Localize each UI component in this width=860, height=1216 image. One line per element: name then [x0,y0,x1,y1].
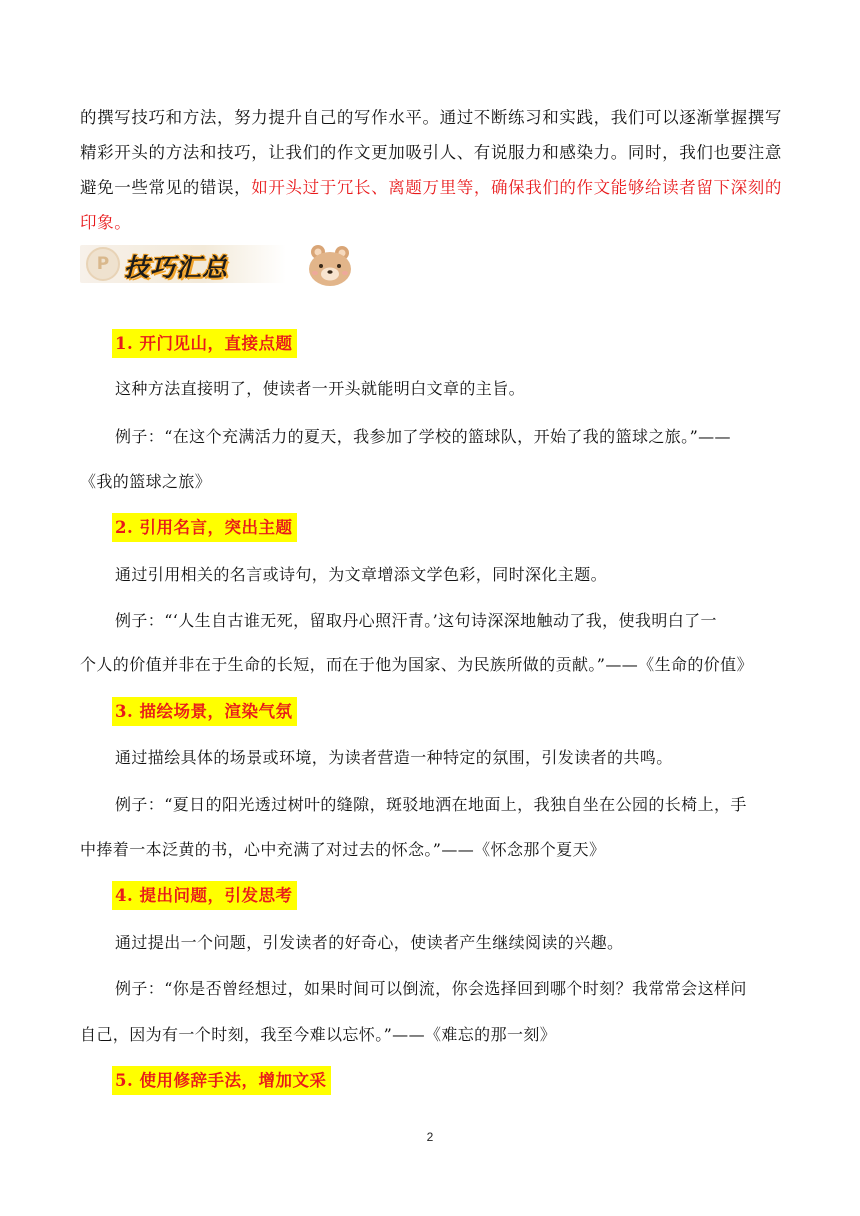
intro-text: 的撰写技巧和方法，努力提升自己的写作水平。通过不断练习和实践，我们可以逐渐掌握撰写精彩开头的方法和技巧，让我们的作文更加吸引人、有说服力和感染力。同时，我们也要注意避免一些常见的错误， [80,108,782,197]
example-line: 《我的篮球之旅》 [80,472,212,491]
section-heading: 3. 描绘场景，渲染气氛 [112,697,297,726]
section-description: 通过引用相关的名言或诗句，为文章增添文学色彩，同时深化主题。 [115,565,608,584]
example-line: 例子：“‘人生自古谁无死，留取丹心照汗青。’这句诗深深地触动了我，使我明白了一 [115,611,717,630]
bear-mascot-icon [306,243,356,287]
coin-letter: P [96,254,110,274]
intro-red-text: 如开头过于冗长、离题万里等，确保我们的作文能够给读者留下深刻的印象。 [80,178,783,232]
section-banner [80,241,286,287]
section-description: 这种方法直接明了，使读者一开头就能明白文章的主旨。 [115,379,526,398]
intro-paragraph [80,100,782,240]
example-line: 例子：“夏日的阳光透过树叶的缝隙，斑驳地洒在地面上，我独自坐在公园的长椅上，手 [115,795,747,814]
section-heading: 1. 开门见山，直接点题 [112,329,297,358]
example-line: 自己，因为有一个时刻，我至今难以忘怀。”——《难忘的那一刻》 [80,1025,557,1044]
example-line: 个人的价值并非在于生命的长短，而在于他为国家、为民族所做的贡献。”——《生命的价值》 [80,655,753,674]
section-heading: 4. 提出问题，引发思考 [112,881,297,910]
example-line: 例子：“你是否曾经想过，如果时间可以倒流，你会选择回到哪个时刻？我常常会这样问 [115,979,747,998]
example-line: 中捧着一本泛黄的书，心中充满了对过去的怀念。”——《怀念那个夏天》 [80,840,606,859]
banner-title: 技巧汇总 [124,253,229,282]
coin-icon [86,247,120,281]
example-line: 例子：“在这个充满活力的夏天，我参加了学校的篮球队，开始了我的篮球之旅。”—— [115,427,731,446]
section-heading: 5. 使用修辞手法，增加文采 [112,1066,331,1095]
section-heading: 2. 引用名言，突出主题 [112,513,297,542]
section-description: 通过描绘具体的场景或环境，为读者营造一种特定的氛围，引发读者的共鸣。 [115,748,673,767]
section-description: 通过提出一个问题，引发读者的好奇心，使读者产生继续阅读的兴趣。 [115,933,624,952]
page-number: 2 [426,1130,434,1144]
